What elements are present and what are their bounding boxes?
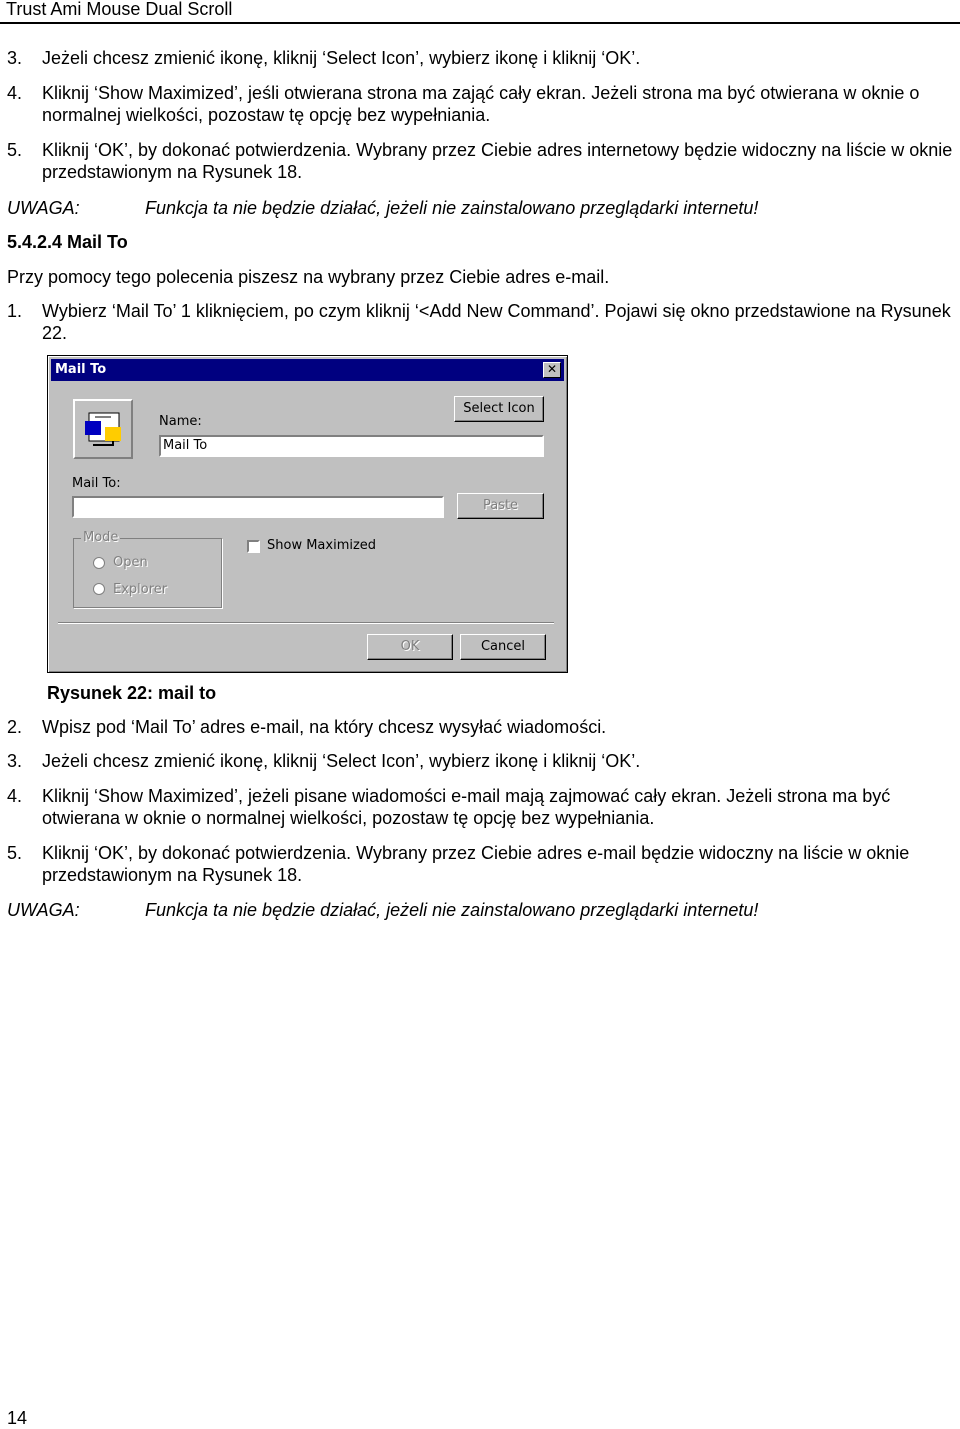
warning-label: UWAGA: [7,198,80,218]
section-heading: 5.4.2.4 Mail To [7,232,128,252]
show-maximized-label: Show Maximized [267,538,377,553]
open-radio[interactable] [93,557,105,569]
item-number: 4. [7,786,23,806]
paste-button[interactable]: Paste [457,493,544,519]
item-number: 1. [7,301,23,321]
ok-button[interactable]: OK [367,634,453,660]
mail-to-dialog [47,355,568,673]
warning-text: Funkcja ta nie będzie działać, jeżeli nie zainstalowano przeglądarki internetu! [145,900,759,920]
item-text: Wybierz ‘Mail To’ 1 kliknięciem, po czym kliknij ‘<Add New Command’. Pojawi się okno przedstawione na Rysunek 22. [42,301,951,343]
item-text: Kliknij ‘OK’, by dokonać potwierdzenia. Wybrany przez Ciebie adres internetowy będzie widoczny na liście w oknie przedstawionym na Rysunek 18. [42,140,953,182]
item-number: 3. [7,48,23,68]
mail-icon [75,401,131,457]
section-intro: Przy pomocy tego polecenia piszesz na wybrany przez Ciebie adres e-mail. [7,267,610,287]
warning-label: UWAGA: [7,900,80,920]
item-number: 5. [7,843,23,863]
mailto-field[interactable] [72,496,444,518]
cancel-button[interactable]: Cancel [460,634,546,660]
show-maximized-checkbox[interactable] [247,540,260,553]
item-number: 4. [7,83,23,103]
mode-groupbox [73,530,222,608]
page-number: 14 [7,1408,28,1428]
name-field[interactable]: Mail To [159,435,544,457]
header-title: Trust Ami Mouse Dual Scroll [6,0,233,19]
select-icon-button[interactable]: Select Icon [454,396,544,422]
dialog-separator [58,622,554,624]
mailto-label: Mail To: [72,476,121,491]
page-header [0,0,960,24]
item-text: Kliknij ‘Show Maximized’, jeśli otwierana strona ma zająć cały ekran. Jeżeli strona ma być otwierana w oknie o normalnej wielkości, pozostaw tę opcję bez wypełniania. [42,83,920,125]
dialog-titlebar [51,359,564,381]
explorer-radio[interactable] [93,583,105,595]
dialog-title: Mail To [55,362,107,377]
figure-caption: Rysunek 22: mail to [47,683,217,703]
item-text: Kliknij ‘OK’, by dokonać potwierdzenia. Wybrany przez Ciebie adres e-mail będzie widoczny na liście w oknie przedstawionym na Rysunek 18. [42,843,910,885]
item-text: Jeżeli chcesz zmienić ikonę, kliknij ‘Select Icon’, wybierz ikonę i kliknij ‘OK’. [42,48,641,68]
mode-label: Mode [83,530,119,545]
warning-text: Funkcja ta nie będzie działać, jeżeli nie zainstalowano przeglądarki internetu! [145,198,759,218]
item-text: Jeżeli chcesz zmienić ikonę, kliknij ‘Select Icon’, wybierz ikonę i kliknij ‘OK’. [42,751,641,771]
explorer-radio-label: Explorer [113,582,168,597]
close-button[interactable]: ✕ [543,362,561,378]
item-number: 3. [7,751,23,771]
item-number: 5. [7,140,23,160]
command-icon-preview[interactable] [73,399,133,459]
item-text: Wpisz pod ‘Mail To’ adres e-mail, na który chcesz wysyłać wiadomości. [42,717,607,737]
item-text: Kliknij ‘Show Maximized’, jeżeli pisane wiadomości e-mail mają zajmować cały ekran. Jeżeli strona ma być otwierana w oknie o normalnej wielkości, pozostaw tę opcję bez wypełniania. [42,786,891,828]
item-number: 2. [7,717,23,737]
name-label: Name: [159,414,202,429]
open-radio-label: Open [113,555,148,570]
